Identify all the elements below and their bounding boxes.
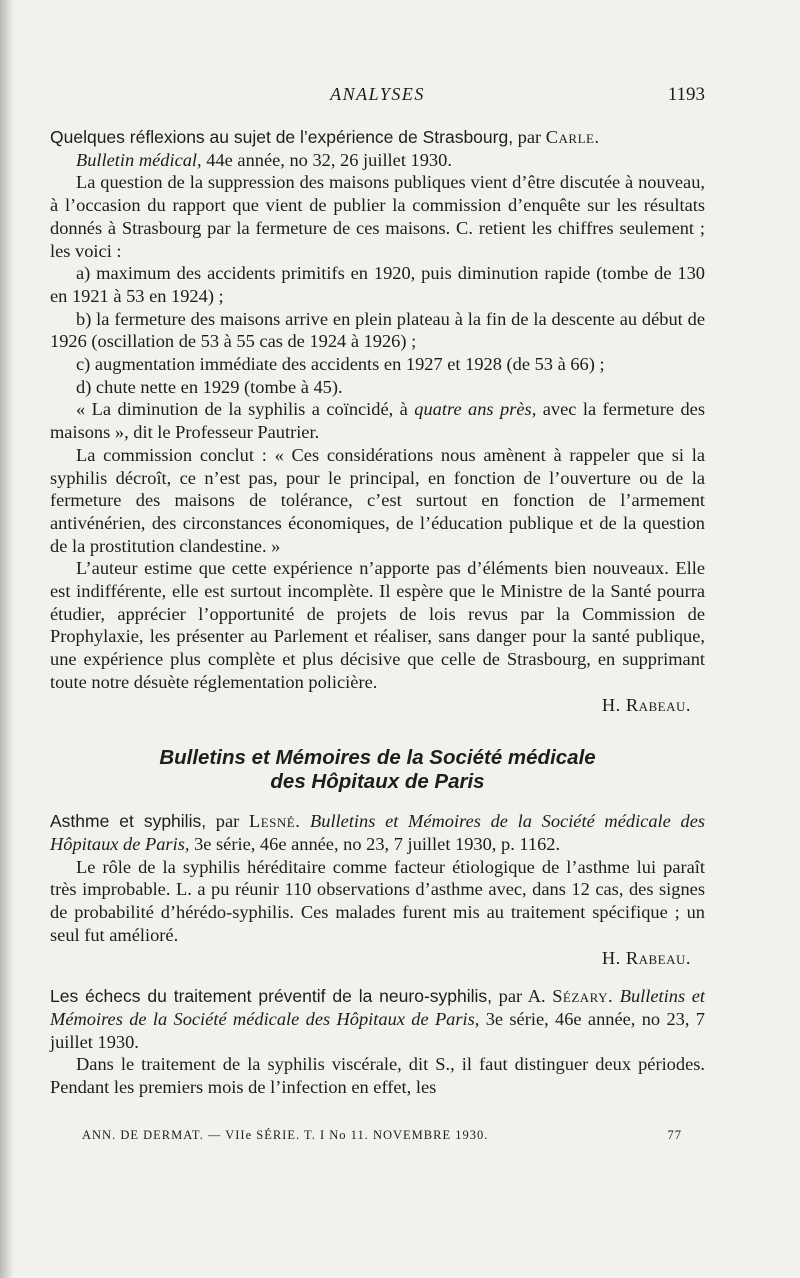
article1-paragraph: La question de la suppression des maisons publiques vient d’être discutée à nouveau, à l’occasion du rapport que vient de publier la commission d’enquête sur les résultats donnés à Strasbourg par la fermeture de ces maisons. C. retient les chiffres seulement ; les voici : <box>50 172 705 261</box>
article1-signature <box>50 694 705 717</box>
page-number: 1193 <box>667 84 705 105</box>
page-spine-shadow <box>0 0 14 1278</box>
article1-item-d: d) chute nette en 1929 (tombe à 45). <box>76 376 343 397</box>
article1-header <box>50 126 705 149</box>
article2-paragraph: Le rôle de la syphilis héréditaire comme facteur étiologique de l’asthme lui paraît très improbable. L. a pu réunir 110 observations d’asthme avec, dans 12 cas, des signes de probabilité d’hérédo-syphilis. Ces malades furent mis au traitement spécifique ; un seul fut amélioré. <box>50 856 705 945</box>
article2-author: Lesné. <box>248 811 301 832</box>
article1-by: par <box>517 127 542 147</box>
article1-journal: Bulletin médical, <box>76 149 202 170</box>
quote-after: avec la fermeture des maisons », dit le Professeur Pautrier. <box>50 399 705 443</box>
article2-signature-text: H. Rabeau. <box>601 947 691 968</box>
article2-by: par <box>215 811 240 832</box>
article3-title: Les échecs du traitement préventif de la neuro-syphilis, <box>50 986 493 1007</box>
article3-paragraph: Dans le traitement de la syphilis viscérale, dit S., il faut distinguer deux périodes. Pendant les premiers mois de l’infection en effet, les <box>50 1054 705 1098</box>
section-heading <box>50 746 705 794</box>
article2-title: Asthme et syphilis, <box>50 811 207 832</box>
footer-journal-info: ANN. DE DERMAT. — VIIe SÉRIE. T. I No 11. NOVEMBRE 1930. <box>82 1128 489 1142</box>
article1-item-b: b) la fermeture des maisons arrive en plein plateau à la fin de la descente au début de 1926 (oscillation de 53 à 55 cas de 1924 à 1926) ; <box>50 308 705 352</box>
article3-author: Sézary. <box>552 986 614 1007</box>
article1-item-c: c) augmentation immédiate des accidents en 1927 et 1928 (de 53 à 66) ; <box>76 354 605 375</box>
article1-citation-line <box>50 149 705 172</box>
article1-author: Carle. <box>545 127 600 147</box>
article1-quote <box>50 398 705 443</box>
running-head <box>50 84 705 108</box>
article2-header <box>50 810 705 855</box>
quote-italic: quatre ans près, <box>414 399 537 420</box>
article1-title: Quelques réflexions au sujet de l’expérience de Strasbourg, <box>50 127 514 147</box>
text-column <box>50 126 705 1099</box>
article1-conclusion: La commission conclut : « Ces considérations nous amènent à rappeler que si la syphilis décroît, ce n’est pas, pour le principal, en fonction de l’ouverture ou de la fermeture des maisons de tolérance, c’est surtout en fonction de l’armement antivénérien, des circonstances économiques, de l’éducation publique et de la question de la prostitution clandestine. » <box>50 444 705 556</box>
quote-before: « La diminution de la syphilis a coïncidé, à <box>76 399 408 420</box>
article3-by: par A. <box>498 986 546 1007</box>
article3-header <box>50 985 705 1053</box>
spacer <box>50 969 705 985</box>
article2-signature <box>50 947 705 970</box>
section-heading-line1: Bulletins et Mémoires de la Société médicale <box>159 746 596 770</box>
article1-signature-text: H. Rabeau. <box>601 694 691 715</box>
running-title: ANALYSES <box>330 84 425 104</box>
article1-author-opinion: L’auteur estime que cette expérience n’apporte pas d’éléments bien nouveaux. Elle est indifférente, elle est surtout incomplète. Il espère que le Ministre de la Santé pourra étudier, apprécier l’opportunité de projets de lois revus par la Commission de Prophylaxie, les présenter au Parlement et réaliser, sans danger pour la santé publique, une expérience plus complète et plus décisive que celle de Strasbourg, en supprimant toute notre désuète réglementation policière. <box>50 558 705 692</box>
article1-citation: 44e année, no 32, 26 juillet 1930. <box>206 149 452 170</box>
footer-sheet-number: 77 <box>667 1128 682 1142</box>
section-heading-line2: des Hôpitaux de Paris <box>270 770 485 794</box>
article1-item-a: a) maximum des accidents primitifs en 1920, puis diminution rapide (tombe de 130 en 1921 à 53 en 1924) ; <box>50 263 705 306</box>
article3-journal: Bulletins et Mémoires de la Société médicale des Hôpitaux de Paris, <box>50 986 705 1029</box>
article3-citation: 3e série, 46e année, no 23, 7 juillet 1930. <box>50 1008 705 1052</box>
article2-citation: 3e série, 46e année, no 23, 7 juillet 1930, p. 1162. <box>194 833 561 854</box>
article2-journal: Bulletins et Mémoires de la Société médicale des Hôpitaux de Paris, <box>50 811 706 854</box>
